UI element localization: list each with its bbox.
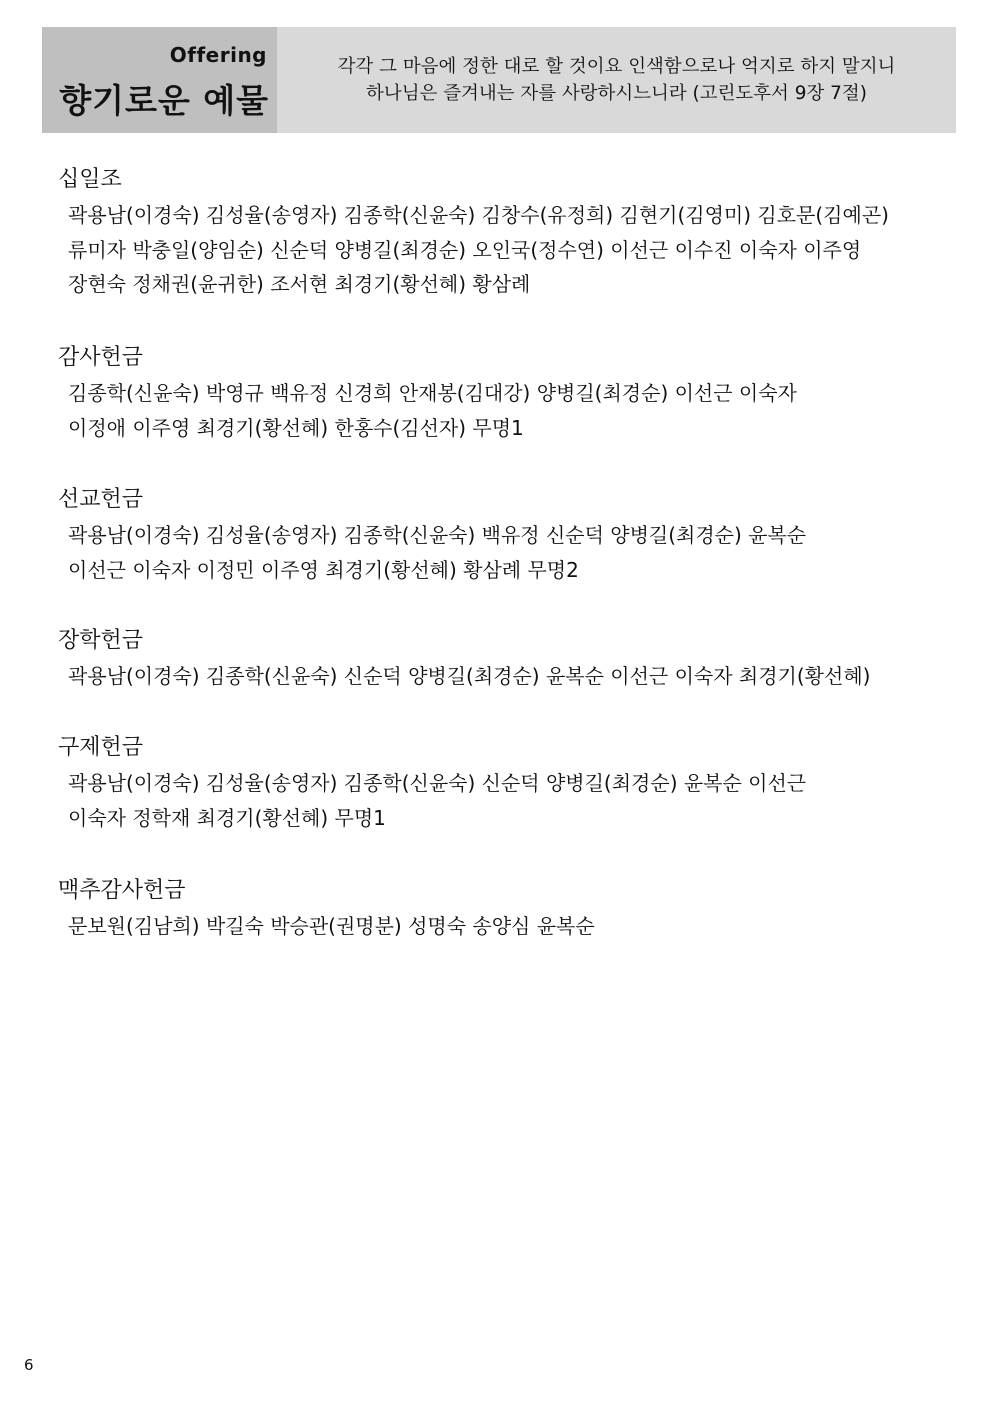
header-title-korean: 향기로운 예물 [59,81,269,120]
page-number: 6 [24,1356,34,1374]
verse-line-1: 각각 그 마음에 정한 대로 할 것이요 인색함으로나 억지로 하지 말지니 [337,56,896,77]
name-line: 문보원(김남희) 박길숙 박승관(권명분) 성명숙 송양심 윤복순 [68,914,595,938]
section-title: 맥추감사헌금 [58,878,186,903]
verse-line-2: 하나님은 즐겨내는 자를 사랑하시느니라 (고린도후서 9장 7절) [366,83,867,104]
name-line: 류미자 박충일(양임순) 신순덕 양병길(최경순) 오인국(정수연) 이선근 이수진 이숙자 이주영 [68,238,862,262]
section-title: 선교헌금 [58,487,144,512]
name-line: 곽용남(이경숙) 김성율(송영자) 김종학(신윤숙) 신순덕 양병길(최경순) 윤복순 이선근 [68,771,807,795]
name-line: 이숙자 정학재 최경기(황선혜) 무명1 [68,806,386,830]
section-title: 감사헌금 [58,345,144,370]
name-line: 장현숙 정채권(윤귀한) 조서현 최경기(황선혜) 황삼례 [68,272,531,296]
name-line: 곽용남(이경숙) 김성율(송영자) 김종학(신윤숙) 백유정 신순덕 양병길(최경순) 윤복순 [68,523,807,547]
name-line: 곽용남(이경숙) 김성율(송영자) 김종학(신윤숙) 김창수(유정희) 김현기(김영미) 김호문(김예곤) [68,203,889,227]
section-title: 구제헌금 [58,735,144,760]
header-title-english: Offering [169,43,267,67]
name-line: 김종학(신윤숙) 박영규 백유정 신경희 안재봉(김대강) 양병길(최경순) 이선근 이숙자 [68,381,797,405]
name-line: 이정애 이주영 최경기(황선혜) 한홍수(김선자) 무명1 [68,416,524,440]
name-line: 곽용남(이경숙) 김종학(신윤숙) 신순덕 양병길(최경순) 윤복순 이선근 이숙자 최경기(황선혜) [68,664,871,688]
name-line: 이선근 이숙자 이정민 이주영 최경기(황선혜) 황삼례 무명2 [68,558,579,582]
section-title: 십일조 [58,167,122,192]
section-title: 장학헌금 [58,628,144,653]
header-verse [277,53,956,107]
header-title-box [42,27,277,133]
header-banner [42,27,956,133]
